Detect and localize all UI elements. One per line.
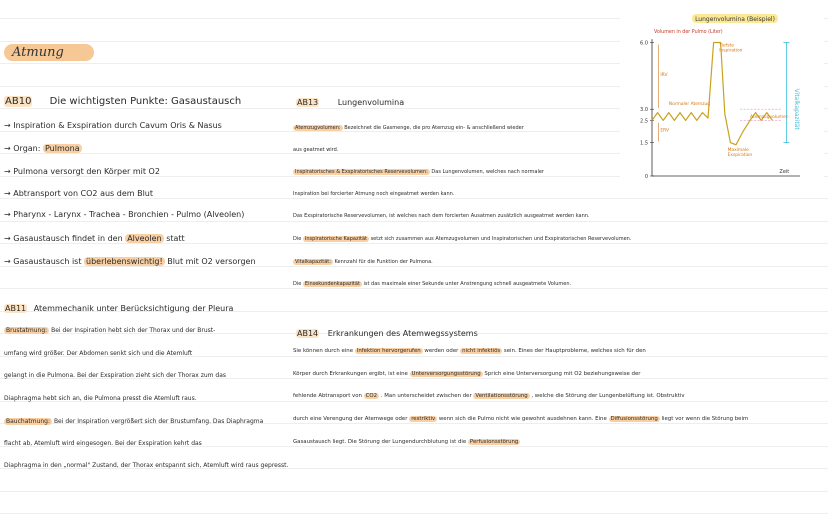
paragraph-text: Diaphragma in den „normal" Zustand, der Thorax entspannt sich, Atemluft wird raus gepresst. — [4, 462, 289, 469]
item-text: Kennzahl für die Funktion der Pulmona. — [334, 259, 433, 265]
bullet-text: Organ: — [13, 144, 43, 153]
arrow-icon: → — [4, 234, 14, 243]
volume-series-line — [652, 43, 772, 145]
term-highlight: restriktiv — [411, 416, 436, 422]
term-highlight: Perfusionsstörung — [469, 439, 519, 445]
paragraph-text: , welche die Störung der Lungenbelüftung ist. Obstruktiv — [529, 393, 685, 399]
bullet-text: Gasaustausch ist — [13, 257, 85, 266]
paragraph-text: Gasaustausch liegt. Die Störung der Lungendurchblutung ist die — [293, 439, 468, 445]
arrow-icon: → — [4, 210, 14, 219]
volume-item — [293, 192, 454, 197]
paragraph-line — [4, 396, 197, 402]
term-highlight: Einsekundenkapazität — [304, 281, 360, 287]
bullet-highlight: Alveolen — [127, 234, 162, 243]
bullet-text: Pulmona versorgt den Körper mit O2 — [13, 167, 160, 176]
item-text: Das Exspiratorische Reservevolumen, ist welches nach dem forcierten Ausatmen zusätzlich ausgeatmet werden kann. — [293, 213, 590, 219]
section-title: Atemmechanik unter Berücksichtigung der Pleura — [33, 304, 234, 313]
paragraph-text: . Man unterscheidet zwischen der — [379, 393, 474, 399]
paragraph-line — [293, 372, 641, 377]
bullet-text: Abtransport von CO2 aus dem Blut — [13, 189, 154, 198]
bullet-text: Pharynx - Larynx - Trachea - Bronchien - Pulmo (Alveolen) — [13, 210, 245, 219]
ruled-line — [0, 266, 828, 267]
item-text: Die — [293, 236, 303, 242]
paragraph-text: flacht ab, Atemluft wird eingesogen. Bei der Exspiration kehrt das — [4, 440, 202, 447]
arrow-icon: → — [4, 257, 14, 266]
volume-item — [293, 126, 524, 131]
bullet-text: Inspiration & Exspiration durch Cavum Oris & Nasus — [13, 121, 222, 130]
chart-annotation: IRV — [660, 72, 668, 78]
section-code: AB10 — [5, 96, 32, 107]
term-highlight: Infektion hervorgerufen — [356, 348, 421, 354]
term-highlight: Brustatmung: — [6, 327, 48, 334]
left-heading-1 — [4, 97, 241, 107]
y-tick-label: 1.5 — [640, 140, 648, 147]
item-text: ist das maximale einer Sekunde unter Anstrengung schnell ausgeatmete Volumen. — [363, 281, 572, 287]
volume-item — [293, 260, 433, 265]
paragraph-line — [293, 440, 520, 445]
bullet-text: Gasaustausch findet in den — [13, 234, 126, 243]
paragraph-line — [4, 351, 192, 357]
chart-annotation: Normaler Atemzug — [668, 101, 711, 107]
volume-item — [293, 237, 631, 242]
ruled-line — [0, 243, 828, 244]
lung-volume-chart — [620, 10, 824, 198]
bullet-item — [4, 258, 256, 266]
bullet-highlight: überlebenswichtig! — [86, 257, 163, 266]
paragraph-line — [4, 373, 226, 379]
item-text: Inspiration bei forcierter Atmung noch eingeatmet werden kann. — [293, 191, 455, 197]
arrow-icon: → — [4, 144, 14, 153]
term-highlight: Inspiratorische Kapazität — [304, 236, 367, 242]
volume-item — [293, 282, 571, 287]
ruled-line — [0, 491, 828, 492]
bullet-text: statt — [163, 234, 185, 243]
paragraph-line — [4, 419, 263, 425]
paragraph-line — [293, 349, 646, 354]
y-tick-label: 0 — [644, 174, 648, 180]
middle-heading-2 — [296, 330, 478, 338]
paragraph-line — [293, 417, 748, 422]
chart-xlabel: Zeit — [779, 169, 790, 175]
paragraph-text: durch eine Verengung der Atemwege oder — [293, 416, 410, 422]
paragraph-text: werden oder — [422, 348, 461, 354]
paragraph-line — [4, 463, 288, 469]
bullet-item — [4, 211, 244, 219]
volume-item — [293, 214, 590, 219]
paragraph-line — [293, 394, 685, 399]
paragraph-text: Diaphragma hebt sich an, die Pulmona presst die Atemluft raus. — [4, 395, 197, 402]
term-highlight: Unterversorgungsstörung — [411, 371, 481, 377]
chart-annotation: Tiefste — [719, 43, 734, 49]
volume-item — [293, 170, 544, 175]
chart-annotation: Inspiration — [719, 48, 743, 54]
paragraph-text: Bei der Inspiration vergrößert sich der Brustumfang. Das Diaphragma — [53, 418, 264, 425]
term-highlight: nicht infektiös — [462, 348, 501, 354]
paragraph-text: liegt vor wenn die Störung beim — [659, 416, 749, 422]
term-highlight: Ventilationsstörung — [475, 393, 528, 399]
bullet-text: Blut mit O2 versorgen — [164, 257, 256, 266]
paragraph-text: fehlende Abtransport von — [293, 393, 364, 399]
volume-item — [293, 148, 338, 153]
term-highlight: Diffusionsstörung — [610, 416, 658, 422]
paragraph-text: Bei der Inspiration hebt sich der Thorax und der Brust- — [51, 327, 216, 334]
ruled-line — [0, 198, 828, 199]
item-text: Bezeichnet die Gasmenge, die pro Atemzug ein- & anschließend wieder — [344, 125, 524, 131]
chart-annotation: Atemzugvolumen — [750, 115, 789, 121]
arrow-icon: → — [4, 167, 14, 176]
bullet-item — [4, 168, 160, 176]
paragraph-text: gelangt in die Pulmona. Bei der Exspiration zieht sich der Thorax zum das — [4, 372, 227, 379]
middle-heading-1 — [296, 99, 404, 107]
ruled-line — [0, 288, 828, 289]
term-highlight: Inspiratorisches & Exspiratorisches Reservevolumen: — [295, 169, 428, 175]
chart-title: Lungenvolumina (Beispiel) — [695, 16, 775, 23]
paragraph-text: sein. Eines der Hauptprobleme, welches sich für den — [502, 348, 646, 354]
left-heading-2 — [4, 305, 233, 313]
chart-ylabel: Volumen in der Pulmo (Liter) — [654, 30, 723, 35]
page-title: Atmung — [12, 45, 64, 60]
chart-annotation: ERV — [660, 128, 669, 134]
bullet-item — [4, 235, 185, 243]
term-highlight: CO2 — [365, 393, 378, 399]
page-title-highlight — [4, 44, 94, 61]
item-text: aus geatmet wird. — [293, 147, 339, 153]
section-title: Die wichtigsten Punkte: Gasaustausch — [49, 96, 242, 107]
arrow-icon: → — [4, 189, 14, 198]
section-title: Erkrankungen des Atemwegssystems — [327, 329, 478, 338]
section-code: AB14 — [297, 329, 319, 338]
y-tick-label: 2.5 — [640, 118, 648, 125]
term-highlight: Vitalkapazität: — [295, 259, 331, 265]
ruled-line — [0, 221, 828, 222]
annotation-vitalkapazitaet: Vitalkapazität — [793, 88, 801, 130]
chart-annotation: Exspiration — [727, 153, 753, 159]
paragraph-text: wenn sich die Pulmo nicht wie gewohnt ausdehnen kann. Eine — [437, 416, 609, 422]
section-code: AB11 — [5, 304, 27, 313]
term-highlight: Bauchatmung: — [6, 418, 51, 425]
item-text: Die — [293, 281, 303, 287]
chart-annotation: Maximale — [727, 148, 749, 154]
y-tick-label: 6.0 — [640, 40, 648, 47]
paragraph-text: umfang wird größer. Der Abdomen senkt sich und die Atemluft — [4, 350, 193, 357]
paragraph-text: Körper durch Erkrankungen ergibt, ist eine — [293, 371, 410, 377]
ruled-line — [0, 513, 828, 514]
chart-svg — [620, 10, 824, 198]
bullet-highlight: Pulmona — [44, 144, 80, 153]
term-highlight: Atemzugvolumen: — [295, 125, 341, 131]
arrow-icon: → — [4, 121, 14, 130]
bullet-item — [4, 122, 222, 130]
y-tick-label: 3.0 — [640, 107, 648, 114]
paragraph-text: Sie können durch eine — [293, 348, 355, 354]
paragraph-line — [4, 441, 202, 447]
section-title: Lungenvolumina — [337, 98, 405, 107]
item-text: setzt sich zusammen aus Atemzugvolumen und Inspiratorischen und Exspiratorischen Reservevolumen. — [370, 236, 632, 242]
section-code: AB13 — [297, 98, 319, 107]
bullet-item — [4, 190, 153, 198]
paragraph-text: Sprich eine Unterversorgung mit O2 beziehungsweise der — [482, 371, 641, 377]
paragraph-line — [4, 328, 215, 334]
bullet-item — [4, 145, 82, 153]
item-text: Das Lungenvolumen, welches nach normaler — [431, 169, 544, 175]
